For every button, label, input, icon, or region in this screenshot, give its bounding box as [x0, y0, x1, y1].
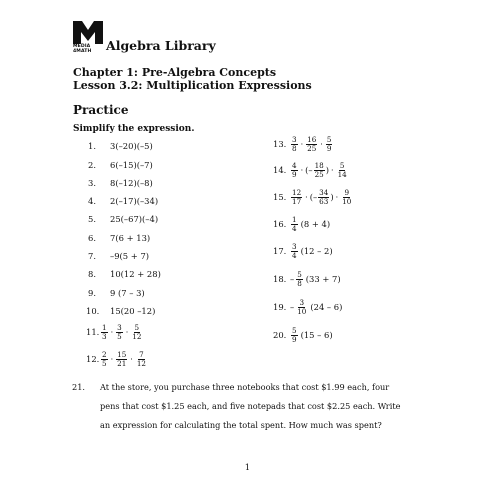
fraction: $\frac{15}{21}$	[117, 349, 127, 368]
fraction: $\frac{18}{25}$	[314, 160, 324, 179]
problem-6	[88, 228, 150, 248]
problem-expression: $\frac{5}{9}$ (15 – 6)	[292, 325, 333, 344]
fraction: $\frac{7}{12}$	[136, 349, 146, 368]
section-title: Practice	[73, 103, 129, 117]
problem-3	[88, 173, 153, 193]
problem-13	[273, 134, 333, 154]
problem-2	[88, 155, 153, 175]
problem-number: 13.	[273, 139, 287, 149]
fraction: $\frac{9}{10}$	[342, 187, 352, 206]
fraction: $\frac{34}{63}$	[319, 187, 329, 206]
problem-expression: 6(–15)(–7)	[110, 160, 153, 170]
brand-title: Algebra Library	[106, 38, 216, 53]
problem-number: 20.	[273, 330, 287, 340]
fraction: $\frac{12}{17}$	[292, 187, 302, 206]
fraction: $\frac{3}{8}$	[292, 134, 297, 153]
problem-number: 9.	[88, 288, 96, 298]
problem-10	[86, 301, 155, 321]
chapter-title: Chapter 1: Pre-Algebra Concepts	[73, 66, 277, 79]
fraction: $\frac{16}{25}$	[307, 134, 317, 153]
problem-expression: $\frac{2}{5}$ · $\frac{15}{21}$ · $\frac{7}{12}$	[102, 349, 146, 368]
problem-expression: 7(6 + 13)	[110, 233, 151, 243]
logo-line-media: MEDIA	[73, 44, 91, 49]
problem-expression: – $\frac{3}{10}$ (24 – 6)	[290, 297, 343, 316]
problem-number: 5.	[88, 214, 96, 224]
media4math-logo	[73, 21, 103, 54]
problem-number: 8.	[88, 269, 96, 279]
problem-14	[273, 160, 349, 180]
problem-number: 17.	[273, 246, 287, 256]
problem-5	[88, 209, 158, 229]
problem-expression: $\frac{3}{4}$ (12 – 2)	[292, 241, 333, 260]
fraction: $\frac{3}{10}$	[297, 297, 307, 316]
word-problem-line: At the store, you purchase three notebooks that cost $1.99 each, four	[100, 382, 390, 392]
problem-number: 18.	[273, 274, 287, 284]
problem-number: 14.	[273, 165, 287, 175]
problem-number: 2.	[88, 160, 96, 170]
header	[73, 20, 216, 54]
problem-number: 15.	[273, 192, 287, 202]
problem-number: 1.	[88, 141, 96, 151]
problem-18	[273, 269, 341, 289]
problem-expression: $\frac{1}{3}$ · $\frac{3}{5}$ · $\frac{5}{12}$	[102, 322, 142, 341]
problem-number: 10.	[86, 306, 100, 316]
problem-12	[86, 349, 148, 369]
fraction: $\frac{3}{5}$	[117, 322, 122, 341]
word-problem-line: pens that cost $1.25 each, and five notepads that cost $2.25 each. Write	[100, 401, 401, 411]
problem-expression: 2(–17)(–34)	[110, 196, 159, 206]
fraction: $\frac{3}{4}$	[292, 241, 297, 260]
problem-number: 16.	[273, 219, 287, 229]
fraction: $\frac{5}{9}$	[326, 134, 332, 153]
problem-16	[273, 214, 330, 234]
problem-8	[88, 264, 161, 284]
problem-number: 19.	[273, 302, 287, 312]
problem-expression: 3(–20)(–5)	[110, 141, 153, 151]
problem-4	[88, 191, 158, 211]
problem-17	[273, 241, 333, 261]
word-problem-line: an expression for calculating the total spent. How much was spent?	[100, 420, 382, 430]
problem-number: 12.	[86, 354, 100, 364]
problem-expression: – $\frac{5}{8}$ (33 + 7)	[290, 269, 341, 288]
fraction: $\frac{4}{9}$	[292, 160, 297, 179]
problem-number: 4.	[88, 196, 96, 206]
problem-11	[86, 322, 143, 342]
problem-20	[273, 325, 333, 345]
problem-expression: 25(–67)(–4)	[110, 214, 159, 224]
problem-expression: $\frac{3}{8}$ · $\frac{16}{25}$ · $\frac{5}{9}$	[292, 134, 332, 153]
problem-9	[88, 283, 145, 303]
problem-expression: 10(12 + 28)	[110, 269, 161, 279]
fraction: $\frac{5}{9}$	[292, 325, 297, 344]
problem-expression: –9(5 + 7)	[110, 251, 150, 261]
instruction: Simplify the expression.	[73, 124, 195, 134]
problem-7	[88, 246, 149, 266]
problem-number: 3.	[88, 178, 96, 188]
problem-expression: $\frac{12}{17}$ · (– $\frac{34}{63}$ ) · $\frac{9}{10}$	[292, 187, 352, 206]
lesson-title: Lesson 3.2: Multiplication Expressions	[73, 79, 312, 92]
problem-expression: $\frac{1}{4}$ (8 + 4)	[292, 214, 331, 233]
problem-number: 21.	[72, 382, 86, 392]
fraction: $\frac{5}{8}$	[297, 269, 302, 288]
fraction: $\frac{2}{5}$	[102, 349, 107, 368]
logo-wordmark	[73, 45, 103, 55]
problem-15	[273, 187, 353, 207]
fraction: $\frac{1}{3}$	[102, 322, 107, 341]
fraction: $\frac{5}{14}$	[337, 160, 347, 179]
problem-expression: 8(–12)(–8)	[110, 178, 153, 188]
fraction: $\frac{1}{4}$	[292, 214, 297, 233]
problem-expression: $\frac{4}{9}$ · (– $\frac{18}{25}$ ) · $\frac{5}{14}$	[292, 160, 347, 179]
problem-number: 11.	[86, 327, 100, 337]
logo-line-4math: 4MATH	[73, 48, 92, 54]
page-number: 1	[244, 463, 251, 473]
fraction: $\frac{5}{12}$	[132, 322, 142, 341]
problem-expression: 9 (7 – 3)	[110, 288, 145, 298]
problem-number: 6.	[88, 233, 96, 243]
problem-1	[88, 136, 153, 156]
problem-number: 7.	[88, 251, 96, 261]
m-logo-icon	[73, 21, 103, 44]
problem-expression: 15(20 –12)	[110, 306, 156, 316]
problem-19	[273, 297, 342, 317]
